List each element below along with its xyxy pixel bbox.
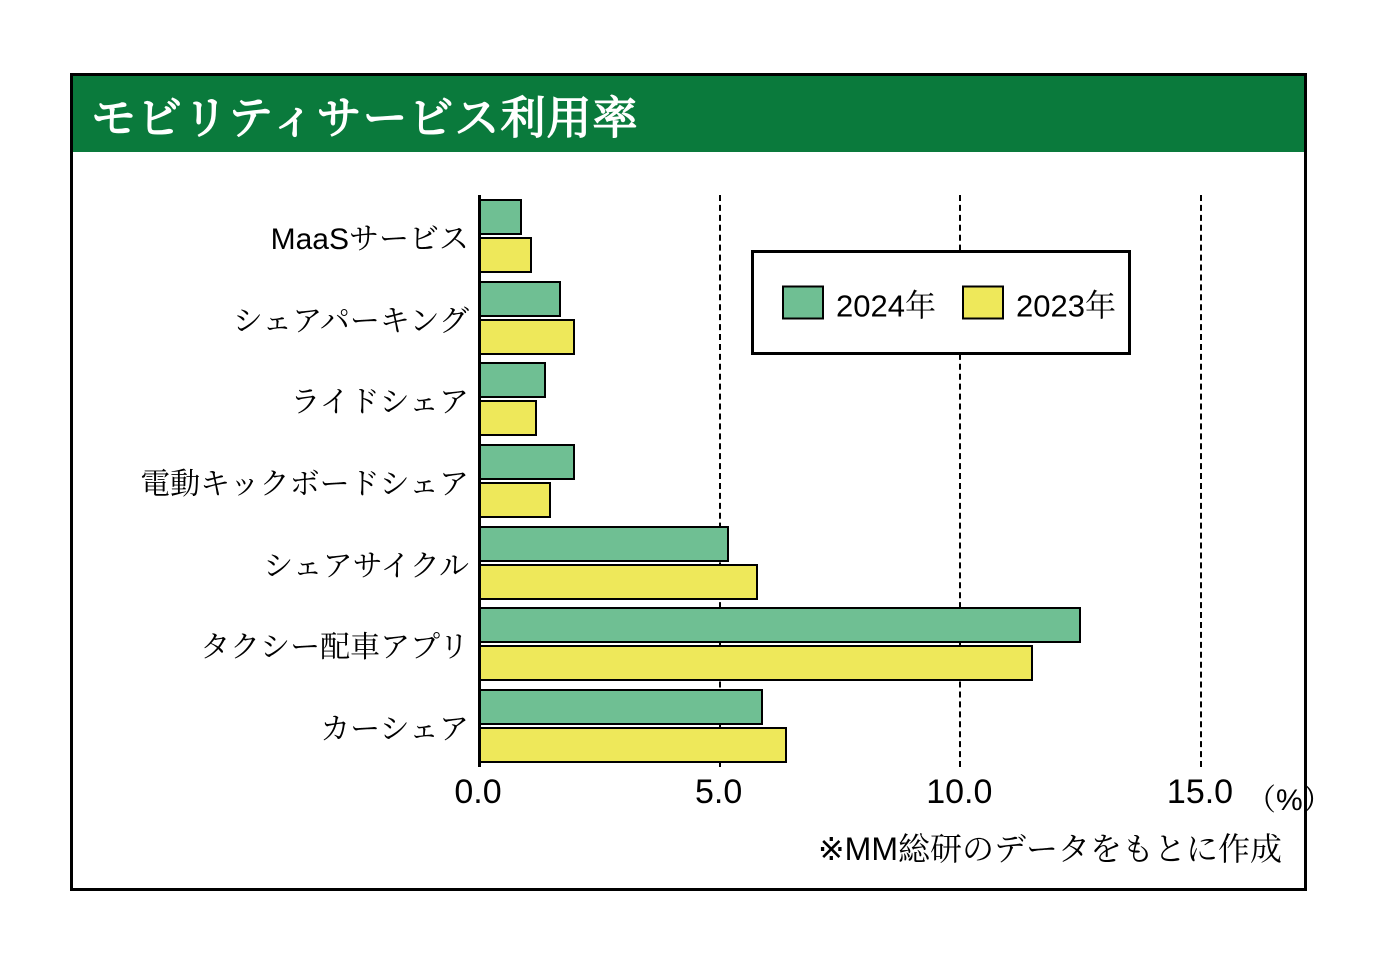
category-label: 電動キックボードシェア — [140, 468, 469, 501]
category-axis-labels — [113, 195, 475, 767]
chart-title-bar — [73, 76, 1304, 152]
legend-swatch-icon — [962, 286, 1004, 320]
category-label: タクシー配車アプリ — [200, 631, 469, 665]
bar-2023年-MaaSサービス — [479, 237, 532, 273]
bar-2023年-シェアパーキング — [479, 319, 575, 355]
bar-2024年-ライドシェア — [479, 362, 546, 398]
legend-label: 2024年 — [836, 288, 936, 323]
category-label: ライドシェア — [290, 386, 469, 420]
chart-figure — [70, 73, 1333, 891]
x-tick-label: 10.0 — [926, 773, 993, 811]
legend-item-2024 — [782, 280, 936, 325]
category-label: カーシェア — [320, 713, 469, 747]
x-tick-label: 0.0 — [454, 773, 502, 811]
x-tick-label: 15.0 — [1166, 773, 1234, 811]
category-label: MaaSサービス — [270, 222, 469, 256]
chart-legend — [751, 250, 1131, 355]
axis-unit-label: （%） — [1246, 784, 1333, 817]
bar-2024年-MaaSサービス — [479, 199, 522, 235]
bar-2024年-カーシェア — [479, 689, 763, 725]
legend-label: 2023年 — [1016, 288, 1116, 323]
x-tick-label: 5.0 — [695, 773, 743, 811]
bar-2024年-電動キックボードシェア — [479, 444, 575, 480]
grid-line — [1200, 195, 1202, 767]
bar-2024年-シェアパーキング — [479, 281, 561, 317]
legend-item-2023 — [962, 280, 1116, 325]
page-title: モビリティサービス利用率 — [91, 92, 639, 144]
legend-swatch-icon — [782, 286, 824, 320]
bar-2024年-タクシー配車アプリ — [479, 607, 1081, 643]
bar-2023年-シェアサイクル — [479, 564, 758, 600]
bar-2023年-カーシェア — [479, 727, 787, 763]
bar-2023年-ライドシェア — [479, 400, 537, 436]
category-label: シェアサイクル — [263, 549, 469, 583]
bar-2023年-電動キックボードシェア — [479, 482, 551, 518]
bar-2024年-シェアサイクル — [479, 526, 729, 562]
category-label: シェアパーキング — [232, 304, 469, 338]
bar-2023年-タクシー配車アプリ — [479, 645, 1033, 681]
source-note: ※MM総研のデータをもとに作成 — [817, 831, 1282, 867]
value-axis-labels — [454, 773, 1333, 817]
